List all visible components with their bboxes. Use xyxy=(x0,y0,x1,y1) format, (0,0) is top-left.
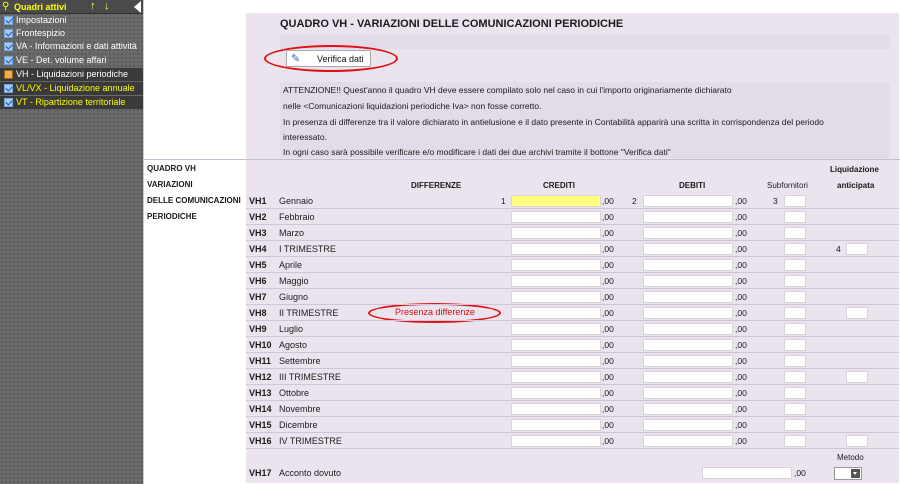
page-title: QUADRO VH - VARIAZIONI DELLE COMUNICAZIONI PERIODICHE xyxy=(280,18,624,30)
sidebar-item-vt[interactable] xyxy=(0,96,143,109)
row-code: VH7 xyxy=(249,292,267,302)
left-heading-column xyxy=(143,0,246,484)
sidebar-item-vh[interactable] xyxy=(0,68,143,81)
warning-icon[interactable] xyxy=(4,70,13,79)
decimal-suffix: ,00 xyxy=(735,212,747,222)
row-description: II TRIMESTRE xyxy=(279,308,339,318)
debiti-input[interactable] xyxy=(643,419,733,431)
section-heading: DELLE COMUNICAZIONI xyxy=(147,196,241,205)
decimal-suffix: ,00 xyxy=(735,228,747,238)
column-number: 2 xyxy=(632,196,637,206)
row-code: VH12 xyxy=(249,372,272,382)
period-row xyxy=(246,241,899,257)
subfornitori-input[interactable] xyxy=(784,291,806,303)
liquidazione-input[interactable] xyxy=(846,307,868,319)
row-code: VH17 xyxy=(249,468,272,478)
chevron-down-icon xyxy=(851,469,860,478)
subfornitori-input[interactable] xyxy=(784,387,806,399)
crediti-input[interactable] xyxy=(511,323,601,335)
debiti-input[interactable] xyxy=(643,227,733,239)
row-code: VH16 xyxy=(249,436,272,446)
row-code: VH9 xyxy=(249,324,267,334)
differences-warning: Presenza differenze xyxy=(395,307,475,317)
subfornitori-input[interactable] xyxy=(784,243,806,255)
crediti-input[interactable] xyxy=(511,387,601,399)
sidebar-item-label: VA - Informazioni e dati attività xyxy=(16,41,137,51)
sidebar-item-ve[interactable] xyxy=(0,54,143,67)
subfornitori-input[interactable] xyxy=(784,339,806,351)
decimal-suffix: ,00 xyxy=(602,276,614,286)
column-number: 4 xyxy=(836,244,841,254)
period-row xyxy=(246,353,899,369)
decimal-suffix: ,00 xyxy=(735,372,747,382)
row-code: VH4 xyxy=(249,244,267,254)
decimal-suffix: ,00 xyxy=(735,196,747,206)
row-description: Giugno xyxy=(279,292,309,302)
crediti-input[interactable] xyxy=(511,195,601,207)
row-description: Aprile xyxy=(279,260,303,270)
debiti-input[interactable] xyxy=(643,211,733,223)
crediti-input[interactable] xyxy=(511,275,601,287)
row-description: Maggio xyxy=(279,276,309,286)
filter-icon: ⚲ xyxy=(2,1,10,12)
divider xyxy=(143,159,900,160)
debiti-input[interactable] xyxy=(643,275,733,287)
decimal-suffix: ,00 xyxy=(735,292,747,302)
sidebar-item-impostazioni[interactable] xyxy=(0,14,143,27)
checkbox-icon[interactable] xyxy=(4,98,13,107)
subfornitori-input[interactable] xyxy=(784,419,806,431)
decimal-suffix: ,00 xyxy=(735,244,747,254)
decimal-suffix: ,00 xyxy=(735,260,747,270)
decimal-suffix: ,00 xyxy=(602,388,614,398)
crediti-input[interactable] xyxy=(511,243,601,255)
checkbox-icon[interactable] xyxy=(4,16,13,25)
verify-data-label: Verifica dati xyxy=(317,54,364,64)
decimal-suffix: ,00 xyxy=(602,404,614,414)
decimal-suffix: ,00 xyxy=(602,324,614,334)
decimal-suffix: ,00 xyxy=(735,356,747,366)
sidebar-item-label: Impostazioni xyxy=(16,15,67,25)
decimal-suffix: ,00 xyxy=(602,228,614,238)
section-heading: QUADRO VH xyxy=(147,164,196,173)
decimal-suffix: ,00 xyxy=(735,404,747,414)
metodo-label: Metodo xyxy=(837,453,864,462)
subfornitori-input[interactable] xyxy=(784,371,806,383)
row-description: Acconto dovuto xyxy=(279,468,342,478)
liquidazione-input[interactable] xyxy=(846,435,868,447)
notice-line: nelle <Comunicazioni liquidazioni periodiche Iva> non fosse corretto. xyxy=(283,101,542,111)
subfornitori-input[interactable] xyxy=(784,323,806,335)
column-header-liquidazione: Liquidazione xyxy=(830,165,879,174)
debiti-input[interactable] xyxy=(643,259,733,271)
row-description: Febbraio xyxy=(279,212,315,222)
column-header-crediti: CREDITI xyxy=(543,181,575,190)
crediti-input[interactable] xyxy=(511,307,601,319)
liquidazione-input[interactable] xyxy=(846,371,868,383)
liquidazione-input[interactable] xyxy=(846,243,868,255)
debiti-input[interactable] xyxy=(643,371,733,383)
checkbox-icon[interactable] xyxy=(4,29,13,38)
sidebar-item-va[interactable] xyxy=(0,40,143,53)
row-description: Luglio xyxy=(279,324,304,334)
decimal-suffix: ,00 xyxy=(602,308,614,318)
notice-line: In ogni caso sarà possibile verificare e/o modificare i dati dei due archivi tramite il bottone "Verifica dati" xyxy=(283,147,671,157)
collapse-sidebar-icon[interactable] xyxy=(134,1,141,13)
sidebar-item-label: Frontespizio xyxy=(16,28,66,38)
crediti-input[interactable] xyxy=(511,371,601,383)
period-row xyxy=(246,385,899,401)
row-code: VH5 xyxy=(249,260,267,270)
decimal-suffix: ,00 xyxy=(602,340,614,350)
debiti-input[interactable] xyxy=(643,243,733,255)
row-code: VH8 xyxy=(249,308,267,318)
subfornitori-input[interactable] xyxy=(784,227,806,239)
row-description: Dicembre xyxy=(279,420,318,430)
main-area xyxy=(143,0,900,484)
crediti-input[interactable] xyxy=(511,403,601,415)
period-row xyxy=(246,289,899,305)
checkbox-icon[interactable] xyxy=(4,56,13,65)
decimal-suffix: ,00 xyxy=(602,196,614,206)
row-description: Ottobre xyxy=(279,388,310,398)
debiti-input[interactable] xyxy=(643,323,733,335)
crediti-input[interactable] xyxy=(511,435,601,447)
sidebar xyxy=(0,0,143,484)
acconto-row xyxy=(246,465,899,481)
metodo-select[interactable] xyxy=(834,467,862,480)
debiti-input[interactable] xyxy=(643,195,733,207)
row-description: Settembre xyxy=(279,356,321,366)
section-heading: VARIAZIONI xyxy=(147,180,193,189)
row-code: VH14 xyxy=(249,404,272,414)
decimal-suffix: ,00 xyxy=(735,436,747,446)
arrow-up-icon[interactable]: ↑ xyxy=(90,0,96,12)
sidebar-item-label: VT - Ripartizione territoriale xyxy=(16,97,126,107)
acconto-input[interactable] xyxy=(702,467,792,479)
decimal-suffix: ,00 xyxy=(602,260,614,270)
row-description: I TRIMESTRE xyxy=(279,244,336,254)
period-row xyxy=(246,417,899,433)
period-row xyxy=(246,209,899,225)
subfornitori-input[interactable] xyxy=(784,307,806,319)
decimal-suffix: ,00 xyxy=(735,388,747,398)
row-description: Agosto xyxy=(279,340,308,350)
acconto-decimal: ,00 xyxy=(794,468,806,478)
row-code: VH13 xyxy=(249,388,272,398)
checkbox-icon[interactable] xyxy=(4,84,13,93)
period-row xyxy=(246,321,899,337)
row-description: Novembre xyxy=(279,404,321,414)
debiti-input[interactable] xyxy=(643,435,733,447)
pencil-icon: ✎ xyxy=(291,53,301,65)
decimal-suffix: ,00 xyxy=(602,436,614,446)
notice-line: interessato. xyxy=(283,132,327,142)
row-code: VH15 xyxy=(249,420,272,430)
crediti-input[interactable] xyxy=(511,419,601,431)
decimal-suffix: ,00 xyxy=(602,212,614,222)
decimal-suffix: ,00 xyxy=(602,372,614,382)
decimal-suffix: ,00 xyxy=(735,276,747,286)
row-code: VH2 xyxy=(249,212,267,222)
decimal-suffix: ,00 xyxy=(735,340,747,350)
subfornitori-input[interactable] xyxy=(784,435,806,447)
sidebar-item-frontespizio[interactable] xyxy=(0,27,143,40)
decimal-suffix: ,00 xyxy=(602,356,614,366)
period-row xyxy=(246,225,899,241)
decimal-suffix: ,00 xyxy=(735,324,747,334)
decimal-suffix: ,00 xyxy=(602,420,614,430)
sidebar-item-label: VH - Liquidazioni periodiche xyxy=(16,69,129,79)
column-header-anticipata: anticipata xyxy=(837,181,875,190)
row-code: VH3 xyxy=(249,228,267,238)
row-code: VH11 xyxy=(249,356,272,366)
debiti-input[interactable] xyxy=(643,291,733,303)
subfornitori-input[interactable] xyxy=(784,275,806,287)
column-number: 1 xyxy=(501,196,506,206)
sidebar-item-label: VL/VX - Liquidazione annuale xyxy=(16,83,135,93)
debiti-input[interactable] xyxy=(643,355,733,367)
column-header-debiti: DEBITI xyxy=(679,181,706,190)
column-header-differenze: DIFFERENZE xyxy=(411,181,462,190)
row-description: Marzo xyxy=(279,228,305,238)
period-row xyxy=(246,305,899,321)
highlight-oval xyxy=(264,45,398,72)
decimal-suffix: ,00 xyxy=(735,420,747,430)
row-code: VH1 xyxy=(249,196,267,206)
checkbox-icon[interactable] xyxy=(4,42,13,51)
period-row xyxy=(246,401,899,417)
section-heading: PERIODICHE xyxy=(147,212,197,221)
debiti-input[interactable] xyxy=(643,387,733,399)
column-header-subfornitori: Subfornitori xyxy=(767,181,808,190)
debiti-input[interactable] xyxy=(643,307,733,319)
sidebar-header xyxy=(0,0,143,14)
notice-line: In presenza di differenze tra il valore dichiarato in antielusione e il dato presente in Contabilità apparirà una scritta in corrispondenza del periodo xyxy=(283,117,824,127)
arrow-down-icon[interactable]: ↓ xyxy=(104,0,110,12)
column-number: 3 xyxy=(773,196,778,206)
period-row xyxy=(246,193,899,209)
decimal-suffix: ,00 xyxy=(602,244,614,254)
crediti-input[interactable] xyxy=(511,227,601,239)
row-description: Gennaio xyxy=(279,196,314,206)
debiti-input[interactable] xyxy=(643,339,733,351)
row-description: IV TRIMESTRE xyxy=(279,436,342,446)
subfornitori-input[interactable] xyxy=(784,355,806,367)
row-description: III TRIMESTRE xyxy=(279,372,341,382)
subfornitori-input[interactable] xyxy=(784,211,806,223)
row-code: VH6 xyxy=(249,276,267,286)
period-row xyxy=(246,273,899,289)
crediti-input[interactable] xyxy=(511,339,601,351)
period-row xyxy=(246,369,899,385)
crediti-input[interactable] xyxy=(511,291,601,303)
sidebar-title: Quadri attivi xyxy=(14,2,67,12)
period-row xyxy=(246,337,899,353)
subfornitori-input[interactable] xyxy=(784,403,806,415)
period-row xyxy=(246,433,899,449)
decimal-suffix: ,00 xyxy=(735,308,747,318)
sidebar-item-vl-vx[interactable] xyxy=(0,82,143,95)
subfornitori-input[interactable] xyxy=(784,195,806,207)
crediti-input[interactable] xyxy=(511,259,601,271)
period-row xyxy=(246,257,899,273)
row-code: VH10 xyxy=(249,340,272,350)
crediti-input[interactable] xyxy=(511,211,601,223)
decimal-suffix: ,00 xyxy=(602,292,614,302)
subfornitori-input[interactable] xyxy=(784,259,806,271)
sidebar-item-label: VE - Det. volume affari xyxy=(16,55,107,65)
debiti-input[interactable] xyxy=(643,403,733,415)
crediti-input[interactable] xyxy=(511,355,601,367)
notice-line: ATTENZIONE!! Quest'anno il quadro VH deve essere compilato solo nel caso in cui l'importo originariamente dichiarato xyxy=(283,85,732,95)
